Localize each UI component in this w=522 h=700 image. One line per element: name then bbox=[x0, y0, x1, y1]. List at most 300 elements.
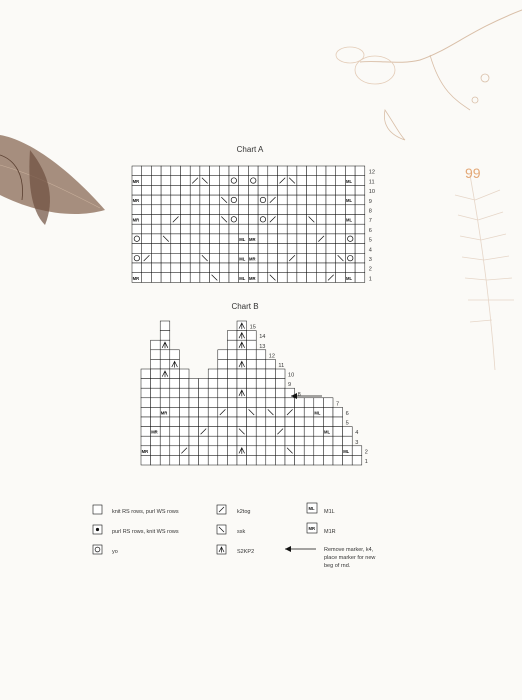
chart-cell bbox=[258, 273, 268, 283]
chart-cell bbox=[268, 185, 278, 195]
chart-cell bbox=[208, 407, 218, 417]
chart-cell bbox=[345, 244, 355, 254]
chart-cell bbox=[161, 185, 171, 195]
chart-cell bbox=[142, 185, 152, 195]
chart-cell bbox=[336, 205, 346, 215]
chart-cell bbox=[285, 436, 295, 446]
chart-cell bbox=[258, 224, 268, 234]
chart-cell bbox=[181, 234, 191, 244]
chart-cell bbox=[266, 455, 276, 465]
chart-cell bbox=[219, 253, 229, 263]
chart-cell bbox=[190, 273, 200, 283]
chart-b-grid bbox=[141, 321, 362, 465]
chart-cell bbox=[287, 273, 297, 283]
chart-cell bbox=[256, 388, 266, 398]
chart-cell bbox=[248, 263, 258, 273]
m1l-symbol: ML bbox=[343, 448, 350, 454]
m1r-symbol: MR bbox=[141, 448, 149, 454]
chart-cell bbox=[333, 455, 343, 465]
chart-cell bbox=[170, 350, 180, 360]
chart-cell bbox=[151, 340, 161, 350]
chart-cell bbox=[151, 185, 161, 195]
chart-cell bbox=[258, 244, 268, 254]
chart-cell bbox=[171, 244, 181, 254]
chart-cell bbox=[316, 205, 326, 215]
chart-cell bbox=[161, 263, 171, 273]
chart-cell bbox=[199, 388, 209, 398]
chart-cell bbox=[304, 427, 314, 437]
chart-cell bbox=[227, 398, 237, 408]
chart-cell bbox=[208, 398, 218, 408]
chart-cell bbox=[218, 379, 228, 389]
m1r-symbol-text: MR bbox=[308, 526, 316, 531]
chart-cell bbox=[307, 205, 317, 215]
chart-cell bbox=[189, 446, 199, 456]
chart-cell bbox=[227, 388, 237, 398]
chart-cell bbox=[256, 455, 266, 465]
chart-cell bbox=[141, 455, 151, 465]
chart-cell bbox=[170, 369, 180, 379]
chart-cell bbox=[227, 446, 237, 456]
legend-s2kp2-label: S2KP2 bbox=[237, 549, 255, 555]
chart-cell bbox=[237, 417, 247, 427]
chart-cell bbox=[258, 253, 268, 263]
chart-cell bbox=[151, 166, 161, 176]
chart-a-grid bbox=[132, 166, 365, 282]
chart-cell bbox=[218, 398, 228, 408]
chart-cell bbox=[295, 398, 305, 408]
chart-cell bbox=[142, 166, 152, 176]
chart-cell bbox=[326, 253, 336, 263]
chart-cell bbox=[132, 224, 142, 234]
chart-cell bbox=[227, 379, 237, 389]
chart-cell bbox=[160, 379, 170, 389]
chart-cell bbox=[181, 195, 191, 205]
chart-cell bbox=[151, 446, 161, 456]
chart-cell bbox=[314, 427, 324, 437]
chart-cell bbox=[237, 369, 247, 379]
chart-cell bbox=[287, 195, 297, 205]
chart-cell bbox=[266, 369, 276, 379]
chart-cell bbox=[171, 224, 181, 234]
chart-cell bbox=[248, 195, 258, 205]
chart-cell bbox=[266, 379, 276, 389]
chart-cell bbox=[247, 331, 257, 341]
chart-cell bbox=[190, 234, 200, 244]
chart-cell bbox=[189, 455, 199, 465]
chart-cell bbox=[247, 417, 257, 427]
chart-cell bbox=[287, 185, 297, 195]
chart-cell bbox=[343, 436, 353, 446]
row-number: 15 bbox=[249, 324, 256, 331]
m1l-symbol: ML bbox=[239, 256, 246, 262]
legend-knit-label: knit RS rows, purl WS rows bbox=[112, 509, 179, 515]
row-number: 2 bbox=[364, 449, 368, 456]
row-number: 9 bbox=[288, 382, 292, 389]
row-number: 11 bbox=[368, 179, 375, 186]
chart-cell bbox=[247, 398, 257, 408]
chart-cell bbox=[237, 436, 247, 446]
chart-cell bbox=[248, 244, 258, 254]
m1l-symbol: ML bbox=[346, 275, 353, 281]
chart-cell bbox=[326, 215, 336, 225]
chart-cell bbox=[179, 455, 189, 465]
row-number: 6 bbox=[345, 411, 349, 417]
chart-cell bbox=[200, 244, 210, 254]
chart-cell bbox=[189, 407, 199, 417]
chart-cell bbox=[229, 263, 239, 273]
chart-cell bbox=[151, 263, 161, 273]
chart-cell bbox=[160, 427, 170, 437]
chart-cell bbox=[161, 205, 171, 215]
chart-cell bbox=[239, 176, 249, 186]
chart-cell bbox=[219, 234, 229, 244]
chart-cell bbox=[285, 427, 295, 437]
chart-cell bbox=[247, 369, 257, 379]
chart-cell bbox=[247, 427, 257, 437]
chart-cell bbox=[287, 215, 297, 225]
chart-cell bbox=[210, 166, 220, 176]
chart-cell bbox=[285, 398, 295, 408]
chart-cell bbox=[287, 205, 297, 215]
chart-cell bbox=[229, 273, 239, 283]
chart-cell bbox=[229, 185, 239, 195]
chart-cell bbox=[266, 436, 276, 446]
chart-cell bbox=[297, 185, 307, 195]
chart-cell bbox=[355, 215, 365, 225]
chart-cell bbox=[208, 455, 218, 465]
chart-cell bbox=[345, 224, 355, 234]
chart-cell bbox=[248, 166, 258, 176]
chart-cell bbox=[151, 379, 161, 389]
chart-cell bbox=[151, 176, 161, 186]
chart-cell bbox=[160, 350, 170, 360]
chart-cell bbox=[141, 417, 151, 427]
page-number: 99 bbox=[465, 165, 481, 181]
chart-cell bbox=[285, 455, 295, 465]
chart-cell bbox=[161, 215, 171, 225]
chart-cell bbox=[247, 379, 257, 389]
chart-cell bbox=[229, 215, 239, 225]
chart-cell bbox=[258, 185, 268, 195]
legend-marker bbox=[285, 546, 375, 569]
chart-cell bbox=[287, 224, 297, 234]
chart-cell bbox=[336, 273, 346, 283]
chart-cell bbox=[304, 455, 314, 465]
m1l-symbol: ML bbox=[324, 429, 331, 435]
chart-cell bbox=[247, 359, 257, 369]
m1l-symbol: ML bbox=[346, 198, 353, 204]
chart-cell bbox=[151, 369, 161, 379]
chart-cell bbox=[160, 321, 170, 331]
chart-cell bbox=[239, 185, 249, 195]
yo-symbol-icon bbox=[93, 545, 102, 554]
chart-cell bbox=[210, 263, 220, 273]
chart-cell bbox=[304, 436, 314, 446]
chart-cell bbox=[151, 417, 161, 427]
chart-cell bbox=[218, 455, 228, 465]
chart-cell bbox=[297, 234, 307, 244]
row-number: 4 bbox=[368, 247, 372, 254]
chart-cell bbox=[200, 195, 210, 205]
chart-cell bbox=[189, 436, 199, 446]
chart-cell bbox=[210, 205, 220, 215]
chart-cell bbox=[151, 244, 161, 254]
chart-cell bbox=[179, 379, 189, 389]
m1r-symbol: MR bbox=[249, 275, 256, 281]
chart-cell bbox=[219, 273, 229, 283]
chart-cell bbox=[307, 224, 317, 234]
chart-cell bbox=[151, 455, 161, 465]
row-number: 5 bbox=[368, 237, 372, 244]
chart-cell bbox=[307, 234, 317, 244]
chart-cell bbox=[275, 388, 285, 398]
chart-cell bbox=[142, 205, 152, 215]
chart-cell bbox=[161, 224, 171, 234]
chart-cell bbox=[275, 446, 285, 456]
chart-cell bbox=[314, 455, 324, 465]
chart-cell bbox=[179, 417, 189, 427]
chart-cell bbox=[248, 185, 258, 195]
row-number: 7 bbox=[336, 401, 340, 408]
chart-cell bbox=[307, 195, 317, 205]
chart-cell bbox=[248, 205, 258, 215]
chart-cell bbox=[307, 253, 317, 263]
chart-cell bbox=[314, 417, 324, 427]
chart-cell bbox=[268, 253, 278, 263]
chart-cell bbox=[352, 455, 362, 465]
chart-cell bbox=[219, 166, 229, 176]
chart-cell bbox=[179, 407, 189, 417]
chart-cell bbox=[210, 185, 220, 195]
chart-cell bbox=[256, 446, 266, 456]
chart-cell bbox=[355, 234, 365, 244]
chart-cell bbox=[323, 446, 333, 456]
chart-cell bbox=[256, 427, 266, 437]
chart-cell bbox=[161, 253, 171, 263]
chart-cell bbox=[170, 417, 180, 427]
chart-cell bbox=[266, 417, 276, 427]
chart-cell bbox=[210, 253, 220, 263]
chart-cell bbox=[314, 446, 324, 456]
row-number: 5 bbox=[345, 420, 349, 427]
chart-cell bbox=[248, 176, 258, 186]
chart-cell bbox=[326, 263, 336, 273]
chart-cell bbox=[316, 176, 326, 186]
chart-cell bbox=[287, 234, 297, 244]
chart-cell bbox=[189, 398, 199, 408]
chart-cell bbox=[336, 224, 346, 234]
chart-cell bbox=[160, 388, 170, 398]
chart-cell bbox=[199, 417, 209, 427]
chart-cell bbox=[181, 244, 191, 254]
legend-marker-line2: place marker for new bbox=[324, 555, 376, 561]
chart-cell bbox=[355, 176, 365, 186]
chart-cell bbox=[268, 224, 278, 234]
row-number: 8 bbox=[297, 391, 301, 398]
chart-cell bbox=[160, 359, 170, 369]
chart-cell bbox=[181, 273, 191, 283]
chart-cell bbox=[229, 253, 239, 263]
chart-cell bbox=[227, 455, 237, 465]
chart-cell bbox=[200, 185, 210, 195]
chart-cell bbox=[278, 195, 288, 205]
chart-cell bbox=[355, 244, 365, 254]
chart-cell bbox=[190, 195, 200, 205]
row-number: 13 bbox=[259, 343, 266, 350]
chart-cell bbox=[266, 446, 276, 456]
legend-k2tog bbox=[217, 505, 250, 515]
chart-cell bbox=[199, 407, 209, 417]
chart-cell bbox=[132, 253, 142, 263]
chart-cell bbox=[278, 273, 288, 283]
row-number: 1 bbox=[364, 459, 368, 465]
chart-cell bbox=[142, 215, 152, 225]
chart-cell bbox=[151, 234, 161, 244]
legend-marker-line1: Remove marker, k4, bbox=[324, 547, 374, 553]
m1r-symbol: MR bbox=[132, 198, 140, 204]
chart-cell bbox=[218, 359, 228, 369]
chart-cell bbox=[287, 244, 297, 254]
chart-cell bbox=[141, 379, 151, 389]
chart-cell bbox=[170, 398, 180, 408]
m1r-symbol: MR bbox=[132, 217, 140, 223]
chart-cell bbox=[227, 359, 237, 369]
chart-cell bbox=[295, 455, 305, 465]
chart-cell bbox=[239, 205, 249, 215]
legend-purl-label: purl RS rows, knit WS rows bbox=[112, 529, 179, 535]
legend-knit bbox=[93, 505, 179, 515]
chart-cell bbox=[227, 427, 237, 437]
chart-cell bbox=[326, 185, 336, 195]
m1r-symbol: MR bbox=[249, 256, 256, 262]
chart-cell bbox=[266, 388, 276, 398]
chart-cell bbox=[237, 398, 247, 408]
m1l-symbol: ML bbox=[346, 217, 353, 223]
chart-cell bbox=[355, 263, 365, 273]
chart-cell bbox=[336, 215, 346, 225]
chart-cell bbox=[239, 244, 249, 254]
chart-cell bbox=[297, 244, 307, 254]
chart-cell bbox=[333, 417, 343, 427]
chart-cell bbox=[161, 244, 171, 254]
chart-cell bbox=[171, 176, 181, 186]
chart-cell bbox=[297, 224, 307, 234]
chart-cell bbox=[208, 369, 218, 379]
chart-cell bbox=[285, 417, 295, 427]
chart-cell bbox=[210, 215, 220, 225]
chart-cell bbox=[151, 398, 161, 408]
chart-cell bbox=[275, 369, 285, 379]
chart-cell bbox=[171, 166, 181, 176]
chart-cell bbox=[181, 185, 191, 195]
chart-cell bbox=[355, 205, 365, 215]
chart-cell bbox=[199, 446, 209, 456]
chart-cell bbox=[189, 417, 199, 427]
legend-m1l bbox=[307, 503, 335, 515]
chart-cell bbox=[316, 185, 326, 195]
chart-cell bbox=[314, 398, 324, 408]
chart-cell bbox=[278, 205, 288, 215]
chart-cell bbox=[160, 417, 170, 427]
chart-cell bbox=[199, 398, 209, 408]
chart-cell bbox=[160, 436, 170, 446]
chart-cell bbox=[171, 253, 181, 263]
row-number: 10 bbox=[368, 189, 376, 196]
chart-cell bbox=[345, 263, 355, 273]
chart-cell bbox=[295, 436, 305, 446]
chart-cell bbox=[345, 166, 355, 176]
chart-cell bbox=[314, 436, 324, 446]
chart-cell bbox=[256, 379, 266, 389]
chart-cell bbox=[248, 215, 258, 225]
chart-cell bbox=[189, 379, 199, 389]
chart-cell bbox=[200, 205, 210, 215]
chart-cell bbox=[326, 166, 336, 176]
chart-cell bbox=[208, 436, 218, 446]
chart-cell bbox=[256, 359, 266, 369]
chart-cell bbox=[326, 195, 336, 205]
chart-cell bbox=[181, 215, 191, 225]
chart-cell bbox=[307, 263, 317, 273]
chart-cell bbox=[326, 234, 336, 244]
chart-cell bbox=[336, 176, 346, 186]
chart-cell bbox=[304, 417, 314, 427]
chart-cell bbox=[239, 224, 249, 234]
chart-cell bbox=[171, 263, 181, 273]
chart-cell bbox=[275, 398, 285, 408]
chart-cell bbox=[237, 379, 247, 389]
chart-cell bbox=[160, 446, 170, 456]
chart-cell bbox=[275, 436, 285, 446]
chart-cell bbox=[151, 195, 161, 205]
chart-cell bbox=[307, 273, 317, 283]
chart-cell bbox=[218, 417, 228, 427]
chart-cell bbox=[170, 446, 180, 456]
legend-marker-line3: beg of rnd. bbox=[324, 563, 351, 569]
chart-cell bbox=[229, 234, 239, 244]
chart-cell bbox=[227, 350, 237, 360]
row-number: 7 bbox=[368, 218, 372, 225]
m1l-symbol: ML bbox=[239, 275, 246, 281]
chart-cell bbox=[171, 195, 181, 205]
chart-cell bbox=[295, 417, 305, 427]
chart-cell bbox=[151, 215, 161, 225]
chart-cell bbox=[229, 224, 239, 234]
chart-cell bbox=[227, 436, 237, 446]
chart-cell bbox=[258, 195, 268, 205]
chart-cell bbox=[160, 331, 170, 341]
chart-b-title: Chart B bbox=[231, 302, 259, 311]
chart-cell bbox=[141, 427, 151, 437]
chart-cell bbox=[227, 331, 237, 341]
chart-cell bbox=[160, 455, 170, 465]
chart-cell bbox=[352, 446, 362, 456]
chart-cell bbox=[200, 224, 210, 234]
legend-ssk bbox=[217, 525, 246, 535]
chart-cell bbox=[200, 166, 210, 176]
chart-cell bbox=[258, 176, 268, 186]
chart-cell bbox=[323, 417, 333, 427]
chart-cell bbox=[142, 234, 152, 244]
chart-cell bbox=[142, 224, 152, 234]
chart-cell bbox=[170, 407, 180, 417]
row-number: 8 bbox=[368, 208, 372, 215]
chart-cell bbox=[316, 263, 326, 273]
chart-cell bbox=[181, 253, 191, 263]
chart-cell bbox=[345, 185, 355, 195]
m1l-symbol: ML bbox=[239, 237, 246, 242]
